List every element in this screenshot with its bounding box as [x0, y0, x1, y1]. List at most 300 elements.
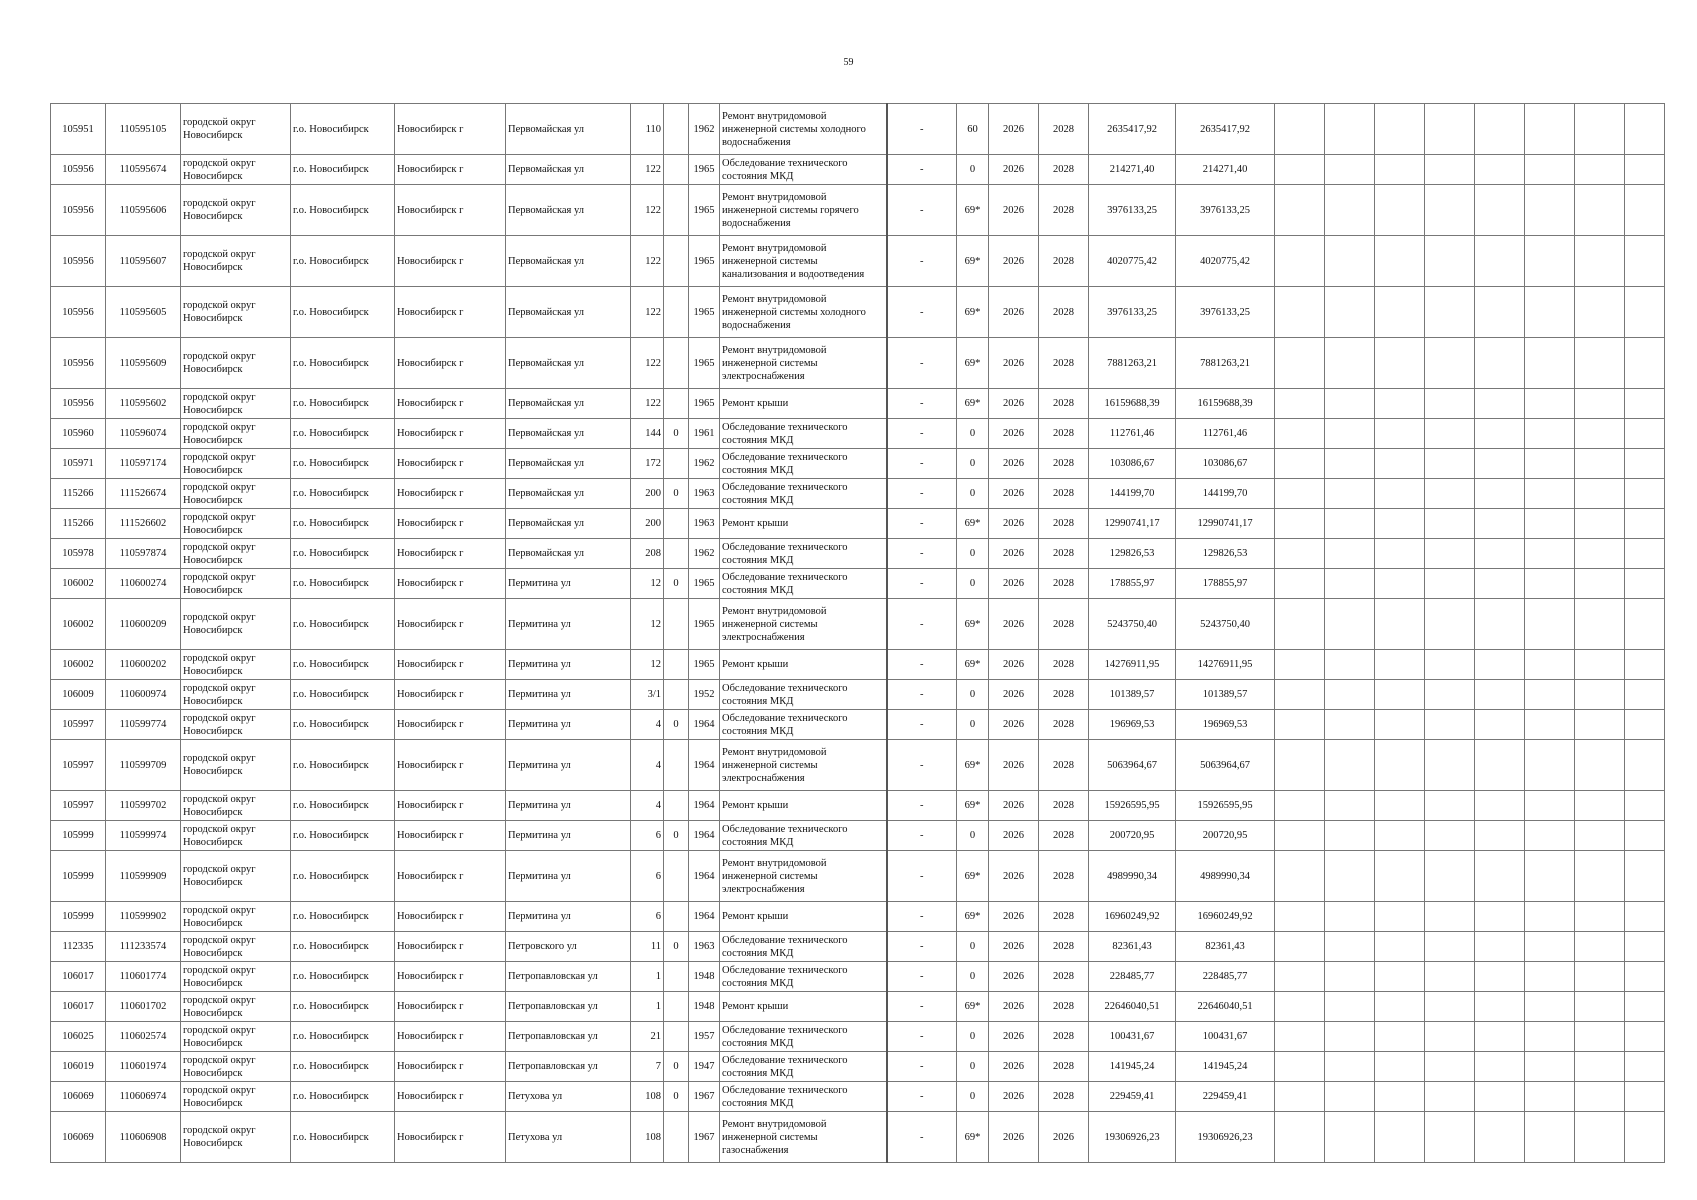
build-year-cell: 1963: [689, 479, 720, 509]
house-id-cell: 112335: [51, 932, 106, 962]
empty-cell: [1575, 287, 1625, 338]
empty-cell: [1425, 569, 1475, 599]
empty-cell: [1475, 449, 1525, 479]
fund-cost-cell: 3976133,25: [1176, 287, 1275, 338]
empty-cell: [1525, 851, 1575, 902]
city-cell: Новосибирск г: [395, 419, 506, 449]
municipality-cell: городской округ Новосибирск: [181, 962, 291, 992]
municipality-short-cell: г.о. Новосибирск: [291, 1112, 395, 1163]
empty-cell: [1375, 902, 1425, 932]
city-cell: Новосибирск г: [395, 1022, 506, 1052]
empty-cell: [1575, 155, 1625, 185]
empty-cell: [1375, 1082, 1425, 1112]
municipality-short-cell: г.о. Новосибирск: [291, 185, 395, 236]
house-number-cell: 1: [631, 962, 664, 992]
empty-cell: [1375, 287, 1425, 338]
work-type-cell: Обследование технического состояния МКД: [720, 539, 887, 569]
wear-percent-cell: 0: [957, 710, 989, 740]
empty-cell: [1325, 509, 1375, 539]
empty-cell: [1425, 680, 1475, 710]
fund-cost-cell: 178855,97: [1176, 569, 1275, 599]
street-cell: Первомайская ул: [506, 185, 631, 236]
work-type-cell: Ремонт крыши: [720, 509, 887, 539]
municipality-cell: городской округ Новосибирск: [181, 338, 291, 389]
build-year-cell: 1957: [689, 1022, 720, 1052]
method-cell: -: [887, 599, 957, 650]
work-id-cell: 110600209: [106, 599, 181, 650]
municipality-cell: городской округ Новосибирск: [181, 599, 291, 650]
table-row: [51, 1022, 1665, 1052]
empty-cell: [1575, 680, 1625, 710]
end-year-cell: 2028: [1039, 932, 1089, 962]
build-year-cell: 1965: [689, 185, 720, 236]
empty-cell: [1325, 710, 1375, 740]
table-row: [51, 710, 1665, 740]
method-cell: -: [887, 932, 957, 962]
empty-cell: [1525, 155, 1575, 185]
street-cell: Петухова ул: [506, 1082, 631, 1112]
wear-percent-cell: 0: [957, 539, 989, 569]
work-id-cell: 111526674: [106, 479, 181, 509]
city-cell: Новосибирск г: [395, 287, 506, 338]
work-id-cell: 110596074: [106, 419, 181, 449]
house-number-cell: 6: [631, 821, 664, 851]
city-cell: Новосибирск г: [395, 992, 506, 1022]
building-letter-cell: 0: [664, 1052, 689, 1082]
table-row: [51, 821, 1665, 851]
empty-cell: [1525, 680, 1575, 710]
empty-cell: [1625, 821, 1665, 851]
building-letter-cell: [664, 902, 689, 932]
total-cost-cell: 129826,53: [1089, 539, 1176, 569]
city-cell: Новосибирск г: [395, 650, 506, 680]
wear-percent-cell: 0: [957, 932, 989, 962]
method-cell: -: [887, 791, 957, 821]
empty-cell: [1575, 449, 1625, 479]
empty-cell: [1575, 902, 1625, 932]
end-year-cell: 2028: [1039, 236, 1089, 287]
method-cell: -: [887, 902, 957, 932]
start-year-cell: 2026: [989, 104, 1039, 155]
empty-cell: [1525, 509, 1575, 539]
start-year-cell: 2026: [989, 449, 1039, 479]
empty-cell: [1575, 710, 1625, 740]
municipality-short-cell: г.о. Новосибирск: [291, 650, 395, 680]
empty-cell: [1625, 851, 1665, 902]
building-letter-cell: 0: [664, 419, 689, 449]
city-cell: Новосибирск г: [395, 1052, 506, 1082]
method-cell: -: [887, 509, 957, 539]
empty-cell: [1525, 710, 1575, 740]
method-cell: -: [887, 389, 957, 419]
city-cell: Новосибирск г: [395, 791, 506, 821]
street-cell: Первомайская ул: [506, 287, 631, 338]
empty-cell: [1575, 479, 1625, 509]
build-year-cell: 1964: [689, 740, 720, 791]
building-letter-cell: [664, 389, 689, 419]
house-id-cell: 106002: [51, 599, 106, 650]
end-year-cell: 2028: [1039, 680, 1089, 710]
empty-cell: [1425, 932, 1475, 962]
empty-cell: [1575, 338, 1625, 389]
total-cost-cell: 100431,67: [1089, 1022, 1176, 1052]
empty-cell: [1275, 338, 1325, 389]
empty-cell: [1525, 821, 1575, 851]
municipality-short-cell: г.о. Новосибирск: [291, 851, 395, 902]
municipality-cell: городской округ Новосибирск: [181, 389, 291, 419]
method-cell: -: [887, 185, 957, 236]
end-year-cell: 2028: [1039, 185, 1089, 236]
build-year-cell: 1948: [689, 992, 720, 1022]
table-row: [51, 1052, 1665, 1082]
house-number-cell: 12: [631, 599, 664, 650]
municipality-short-cell: г.о. Новосибирск: [291, 449, 395, 479]
work-type-cell: Ремонт внутридомовой инженерной системы электроснабжения: [720, 338, 887, 389]
start-year-cell: 2026: [989, 509, 1039, 539]
street-cell: Петухова ул: [506, 1112, 631, 1163]
house-number-cell: 6: [631, 902, 664, 932]
empty-cell: [1575, 740, 1625, 791]
fund-cost-cell: 228485,77: [1176, 962, 1275, 992]
empty-cell: [1425, 902, 1475, 932]
empty-cell: [1425, 710, 1475, 740]
house-id-cell: 106069: [51, 1082, 106, 1112]
empty-cell: [1525, 1112, 1575, 1163]
empty-cell: [1275, 1082, 1325, 1112]
end-year-cell: 2028: [1039, 1052, 1089, 1082]
city-cell: Новосибирск г: [395, 569, 506, 599]
house-id-cell: 105956: [51, 338, 106, 389]
start-year-cell: 2026: [989, 680, 1039, 710]
city-cell: Новосибирск г: [395, 680, 506, 710]
empty-cell: [1375, 338, 1425, 389]
municipality-cell: городской округ Новосибирск: [181, 1052, 291, 1082]
build-year-cell: 1965: [689, 236, 720, 287]
empty-cell: [1375, 992, 1425, 1022]
street-cell: Пермитина ул: [506, 791, 631, 821]
work-type-cell: Ремонт внутридомовой инженерной системы электроснабжения: [720, 740, 887, 791]
total-cost-cell: 200720,95: [1089, 821, 1176, 851]
house-id-cell: 105956: [51, 236, 106, 287]
street-cell: Пермитина ул: [506, 851, 631, 902]
empty-cell: [1525, 419, 1575, 449]
house-id-cell: 105956: [51, 389, 106, 419]
build-year-cell: 1962: [689, 104, 720, 155]
empty-cell: [1525, 185, 1575, 236]
table-row: [51, 287, 1665, 338]
empty-cell: [1625, 1112, 1665, 1163]
house-number-cell: 122: [631, 389, 664, 419]
table-row: [51, 851, 1665, 902]
empty-cell: [1275, 932, 1325, 962]
empty-cell: [1525, 932, 1575, 962]
empty-cell: [1325, 599, 1375, 650]
street-cell: Пермитина ул: [506, 680, 631, 710]
house-id-cell: 105956: [51, 287, 106, 338]
city-cell: Новосибирск г: [395, 539, 506, 569]
house-id-cell: 106002: [51, 569, 106, 599]
work-id-cell: 110599709: [106, 740, 181, 791]
work-type-cell: Ремонт внутридомовой инженерной системы электроснабжения: [720, 851, 887, 902]
house-number-cell: 122: [631, 287, 664, 338]
empty-cell: [1525, 479, 1575, 509]
empty-cell: [1625, 419, 1665, 449]
start-year-cell: 2026: [989, 650, 1039, 680]
empty-cell: [1275, 680, 1325, 710]
wear-percent-cell: 69*: [957, 185, 989, 236]
total-cost-cell: 141945,24: [1089, 1052, 1176, 1082]
house-id-cell: 106002: [51, 650, 106, 680]
start-year-cell: 2026: [989, 710, 1039, 740]
municipality-short-cell: г.о. Новосибирск: [291, 287, 395, 338]
wear-percent-cell: 0: [957, 680, 989, 710]
fund-cost-cell: 229459,41: [1176, 1082, 1275, 1112]
building-letter-cell: [664, 680, 689, 710]
empty-cell: [1525, 569, 1575, 599]
house-id-cell: 105960: [51, 419, 106, 449]
house-number-cell: 122: [631, 155, 664, 185]
empty-cell: [1425, 1052, 1475, 1082]
empty-cell: [1425, 155, 1475, 185]
empty-cell: [1275, 539, 1325, 569]
empty-cell: [1275, 236, 1325, 287]
method-cell: -: [887, 1052, 957, 1082]
empty-cell: [1325, 449, 1375, 479]
start-year-cell: 2026: [989, 236, 1039, 287]
street-cell: Первомайская ул: [506, 479, 631, 509]
empty-cell: [1625, 479, 1665, 509]
street-cell: Пермитина ул: [506, 740, 631, 791]
end-year-cell: 2028: [1039, 287, 1089, 338]
empty-cell: [1625, 992, 1665, 1022]
building-letter-cell: 0: [664, 479, 689, 509]
municipality-short-cell: г.о. Новосибирск: [291, 419, 395, 449]
start-year-cell: 2026: [989, 419, 1039, 449]
build-year-cell: 1965: [689, 155, 720, 185]
empty-cell: [1325, 650, 1375, 680]
building-letter-cell: [664, 338, 689, 389]
wear-percent-cell: 0: [957, 1082, 989, 1112]
empty-cell: [1475, 479, 1525, 509]
work-type-cell: Обследование технического состояния МКД: [720, 569, 887, 599]
end-year-cell: 2028: [1039, 851, 1089, 902]
work-type-cell: Обследование технического состояния МКД: [720, 821, 887, 851]
empty-cell: [1475, 710, 1525, 740]
total-cost-cell: 103086,67: [1089, 449, 1176, 479]
work-type-cell: Ремонт крыши: [720, 389, 887, 419]
municipality-cell: городской округ Новосибирск: [181, 1112, 291, 1163]
empty-cell: [1375, 569, 1425, 599]
house-number-cell: 12: [631, 569, 664, 599]
empty-cell: [1275, 104, 1325, 155]
empty-cell: [1325, 287, 1375, 338]
empty-cell: [1325, 740, 1375, 791]
table-row: [51, 791, 1665, 821]
empty-cell: [1475, 992, 1525, 1022]
municipality-short-cell: г.о. Новосибирск: [291, 236, 395, 287]
wear-percent-cell: 69*: [957, 1112, 989, 1163]
city-cell: Новосибирск г: [395, 1112, 506, 1163]
house-id-cell: 106017: [51, 992, 106, 1022]
wear-percent-cell: 0: [957, 1022, 989, 1052]
method-cell: -: [887, 449, 957, 479]
house-number-cell: 122: [631, 338, 664, 389]
end-year-cell: 2028: [1039, 902, 1089, 932]
house-number-cell: 172: [631, 449, 664, 479]
house-number-cell: 12: [631, 650, 664, 680]
empty-cell: [1425, 185, 1475, 236]
wear-percent-cell: 69*: [957, 851, 989, 902]
build-year-cell: 1965: [689, 389, 720, 419]
empty-cell: [1475, 236, 1525, 287]
method-cell: -: [887, 569, 957, 599]
empty-cell: [1325, 1082, 1375, 1112]
fund-cost-cell: 4020775,42: [1176, 236, 1275, 287]
street-cell: Первомайская ул: [506, 155, 631, 185]
empty-cell: [1425, 449, 1475, 479]
city-cell: Новосибирск г: [395, 479, 506, 509]
municipality-short-cell: г.о. Новосибирск: [291, 680, 395, 710]
fund-cost-cell: 2635417,92: [1176, 104, 1275, 155]
end-year-cell: 2028: [1039, 710, 1089, 740]
city-cell: Новосибирск г: [395, 389, 506, 419]
street-cell: Петровского ул: [506, 932, 631, 962]
house-id-cell: 106069: [51, 1112, 106, 1163]
method-cell: -: [887, 236, 957, 287]
wear-percent-cell: 69*: [957, 599, 989, 650]
wear-percent-cell: 69*: [957, 902, 989, 932]
empty-cell: [1425, 479, 1475, 509]
empty-cell: [1575, 1022, 1625, 1052]
work-id-cell: 111526602: [106, 509, 181, 539]
street-cell: Петропавловская ул: [506, 962, 631, 992]
end-year-cell: 2028: [1039, 155, 1089, 185]
empty-cell: [1575, 104, 1625, 155]
wear-percent-cell: 0: [957, 479, 989, 509]
empty-cell: [1525, 389, 1575, 419]
building-letter-cell: [664, 287, 689, 338]
total-cost-cell: 5063964,67: [1089, 740, 1176, 791]
fund-cost-cell: 7881263,21: [1176, 338, 1275, 389]
building-letter-cell: [664, 1022, 689, 1052]
fund-cost-cell: 200720,95: [1176, 821, 1275, 851]
empty-cell: [1575, 1112, 1625, 1163]
work-type-cell: Обследование технического состояния МКД: [720, 680, 887, 710]
building-letter-cell: 0: [664, 569, 689, 599]
street-cell: Первомайская ул: [506, 338, 631, 389]
building-letter-cell: [664, 851, 689, 902]
empty-cell: [1525, 1022, 1575, 1052]
end-year-cell: 2028: [1039, 992, 1089, 1022]
empty-cell: [1625, 1082, 1665, 1112]
start-year-cell: 2026: [989, 338, 1039, 389]
fund-cost-cell: 141945,24: [1176, 1052, 1275, 1082]
table-row: [51, 104, 1665, 155]
house-id-cell: 105978: [51, 539, 106, 569]
building-letter-cell: [664, 509, 689, 539]
work-type-cell: Обследование технического состояния МКД: [720, 962, 887, 992]
municipality-short-cell: г.о. Новосибирск: [291, 740, 395, 791]
city-cell: Новосибирск г: [395, 1082, 506, 1112]
work-type-cell: Ремонт крыши: [720, 902, 887, 932]
table-row: [51, 155, 1665, 185]
house-id-cell: 105971: [51, 449, 106, 479]
empty-cell: [1475, 155, 1525, 185]
house-number-cell: 208: [631, 539, 664, 569]
fund-cost-cell: 16960249,92: [1176, 902, 1275, 932]
city-cell: Новосибирск г: [395, 740, 506, 791]
method-cell: -: [887, 851, 957, 902]
table-row: [51, 509, 1665, 539]
work-id-cell: 110599974: [106, 821, 181, 851]
table-row: [51, 962, 1665, 992]
municipality-short-cell: г.о. Новосибирск: [291, 155, 395, 185]
municipality-short-cell: г.о. Новосибирск: [291, 389, 395, 419]
empty-cell: [1275, 419, 1325, 449]
empty-cell: [1475, 821, 1525, 851]
municipality-short-cell: г.о. Новосибирск: [291, 1052, 395, 1082]
street-cell: Петропавловская ул: [506, 992, 631, 1022]
municipality-cell: городской округ Новосибирск: [181, 449, 291, 479]
city-cell: Новосибирск г: [395, 851, 506, 902]
start-year-cell: 2026: [989, 902, 1039, 932]
build-year-cell: 1964: [689, 821, 720, 851]
municipality-cell: городской округ Новосибирск: [181, 932, 291, 962]
empty-cell: [1325, 1022, 1375, 1052]
table-row: [51, 992, 1665, 1022]
total-cost-cell: 19306926,23: [1089, 1112, 1176, 1163]
empty-cell: [1475, 902, 1525, 932]
empty-cell: [1375, 185, 1425, 236]
page-number: 59: [843, 57, 854, 68]
empty-cell: [1425, 650, 1475, 680]
house-id-cell: 106025: [51, 1022, 106, 1052]
street-cell: Петропавловская ул: [506, 1052, 631, 1082]
wear-percent-cell: 69*: [957, 509, 989, 539]
empty-cell: [1475, 1112, 1525, 1163]
empty-cell: [1475, 419, 1525, 449]
build-year-cell: 1948: [689, 962, 720, 992]
street-cell: Первомайская ул: [506, 539, 631, 569]
end-year-cell: 2028: [1039, 539, 1089, 569]
empty-cell: [1325, 185, 1375, 236]
municipality-cell: городской округ Новосибирск: [181, 185, 291, 236]
empty-cell: [1525, 599, 1575, 650]
municipality-short-cell: г.о. Новосибирск: [291, 902, 395, 932]
empty-cell: [1625, 1052, 1665, 1082]
wear-percent-cell: 69*: [957, 650, 989, 680]
table-row: [51, 449, 1665, 479]
fund-cost-cell: 100431,67: [1176, 1022, 1275, 1052]
city-cell: Новосибирск г: [395, 104, 506, 155]
empty-cell: [1525, 992, 1575, 1022]
empty-cell: [1275, 791, 1325, 821]
build-year-cell: 1961: [689, 419, 720, 449]
municipality-short-cell: г.о. Новосибирск: [291, 539, 395, 569]
empty-cell: [1275, 287, 1325, 338]
build-year-cell: 1965: [689, 650, 720, 680]
street-cell: Пермитина ул: [506, 569, 631, 599]
start-year-cell: 2026: [989, 1022, 1039, 1052]
fund-cost-cell: 15926595,95: [1176, 791, 1275, 821]
empty-cell: [1275, 599, 1325, 650]
empty-cell: [1325, 791, 1375, 821]
empty-cell: [1425, 539, 1475, 569]
empty-cell: [1375, 479, 1425, 509]
building-letter-cell: 0: [664, 710, 689, 740]
wear-percent-cell: 69*: [957, 791, 989, 821]
empty-cell: [1425, 419, 1475, 449]
